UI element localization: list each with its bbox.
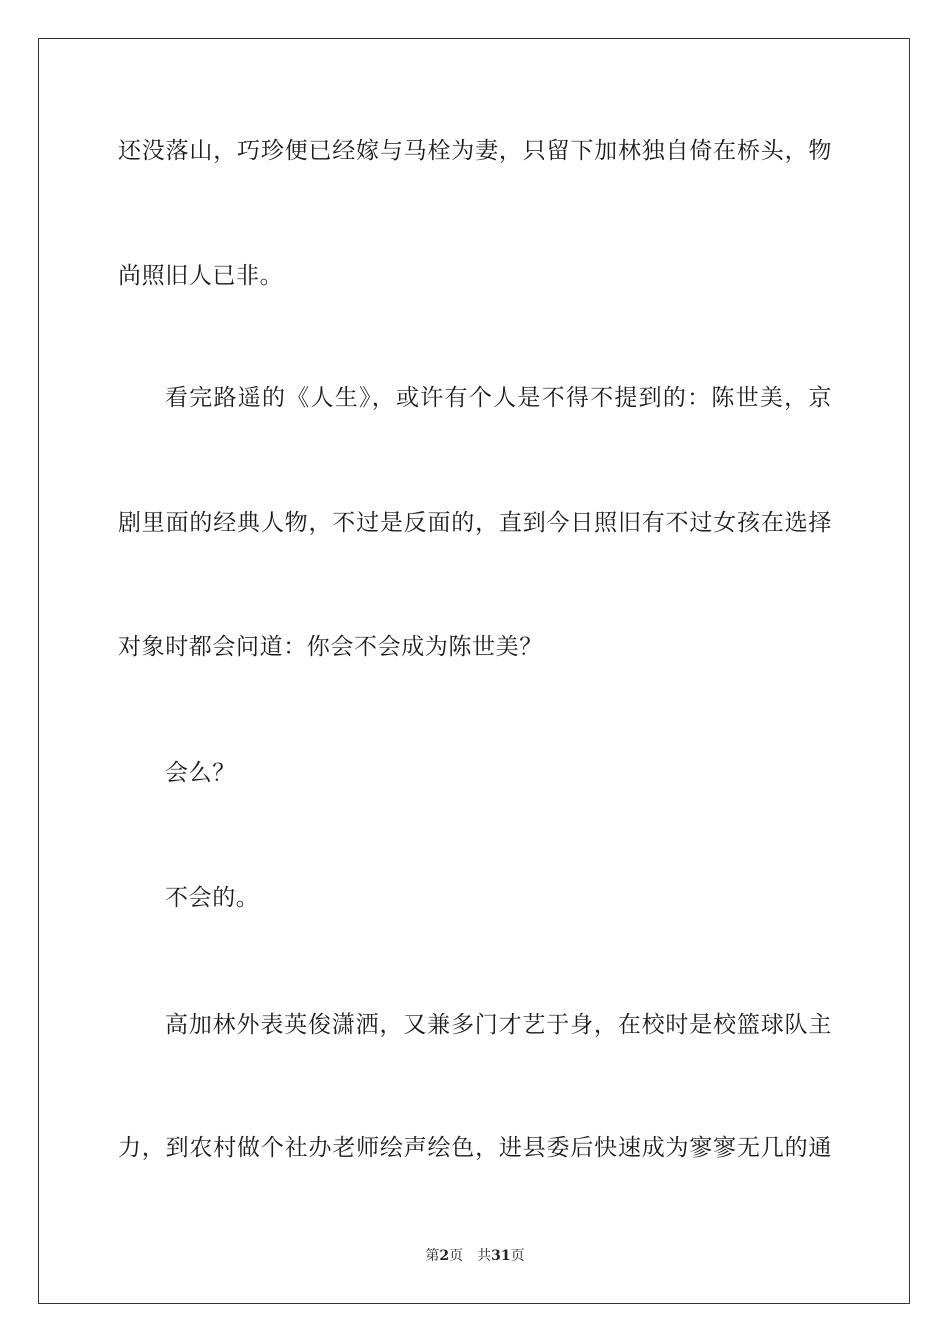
text-line-7: 不会的。 <box>165 885 260 911</box>
footer-total-suffix: 页 <box>510 1248 525 1264</box>
text-line-4: 剧里面的经典人物，不过是反面的，直到今日照旧有不过女孩在选择 <box>118 510 832 536</box>
footer-page-suffix: 页 <box>449 1248 464 1264</box>
footer-total-pages: 31 <box>491 1248 511 1264</box>
footer-total-prefix: 共 <box>477 1248 492 1264</box>
text-line-9: 力，到农村做个社办老师绘声绘色，进县委后快速成为寥寥无几的通 <box>118 1135 832 1161</box>
text-line-8: 高加林外表英俊潇洒，又兼多门才艺于身，在校时是校篮球队主 <box>165 1012 832 1038</box>
text-line-3: 看完路遥的《人生》，或许有个人是不得不提到的：陈世美，京 <box>165 385 832 411</box>
footer-page-prefix: 第 <box>425 1248 440 1264</box>
text-line-6: 会么？ <box>165 760 236 786</box>
footer-page-number: 2 <box>439 1248 450 1264</box>
text-line-1: 还没落山，巧珍便已经嫁与马栓为妻，只留下加林独自倚在桥头，物 <box>118 138 832 164</box>
text-line-5: 对象时都会问道：你会不会成为陈世美？ <box>118 634 543 660</box>
page-border <box>38 38 910 1304</box>
page-footer <box>0 1247 950 1265</box>
text-line-2: 尚照旧人已非。 <box>118 263 284 289</box>
